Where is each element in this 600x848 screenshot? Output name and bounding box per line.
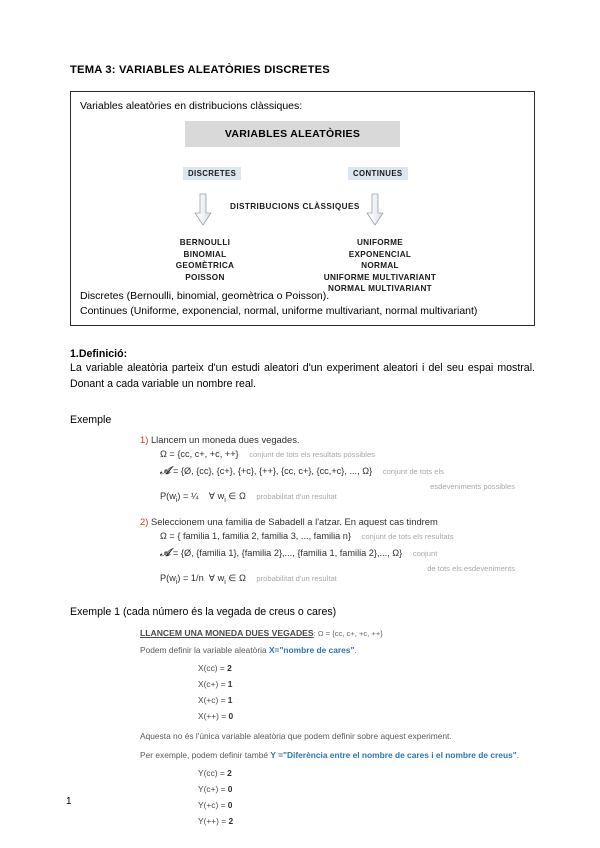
list-item [198,784,535,794]
sigma-algebra-expr: = {Ø, {cc}, {c+}, {+c}, {++}, {cc, c+}, {cc,+c}, ..., Ω} [172,466,373,476]
list-item: NORMAL MULTIVARIANT [328,284,432,294]
exemple-item-title [140,434,535,445]
sigma-algebra-expr: = {Ø, {familia 1}, {familia 2},..., {familia 1, familia 2},..., Ω} [172,547,403,558]
frame-lead-text: Variables aleatòries en distribucions clàssiques: [80,100,303,112]
exemple1-omega: : Ω = {cc, c+, +c, ++} [313,628,383,638]
sample-space-expr: Ω = {cc, c+, +c, ++} [160,449,239,459]
diagram-branch-discretes: DISCRETES [183,167,241,180]
y-value-number: 0 [227,783,233,794]
define-y-name: Y ="Diferència entre el nombre de cares i el nombre de creus" [270,749,517,760]
list-item: BINOMIAL [183,249,227,259]
frame-tail-line-2: Continues (Uniforme, exponencial, normal, uniforme multivariant, normal multivariant) [80,305,478,317]
diagram-center-label: DISTRIBUCIONS CLÀSSIQUES [230,202,360,211]
sample-space-expr: Ω = { familia 1, familia 2, familia 3, ..., familia n} [160,530,351,541]
x-value-label: X(c+) = [198,678,226,689]
page-content [70,64,535,832]
list-item: EXPONENCIAL [348,249,412,259]
probability-note: probabilitat d'un resultat [256,573,337,583]
define-y-prefix: Per exemple, podem definir també [140,749,271,760]
classical-distributions-diagram [80,119,525,294]
list-item [198,800,535,810]
y-value-label: Y(++) = [198,815,227,826]
continuous-distribution-list [285,237,475,295]
definition-body: La variable aleatòria parteix d'un estudi aleatori d'un experiment aleatori i del seu espai mostral. Donant a cada variable un nombre real. [70,362,535,390]
list-item: BERNOULLI [179,238,231,247]
sample-space-line [160,531,535,541]
exemple-item-number: 2) [140,515,149,527]
x-value-number: 0 [228,710,234,721]
define-y-text [140,749,535,761]
sample-space-note: conjunt de tots els resultats possibles [249,450,375,459]
script-a-symbol: 𝒜 [160,545,171,559]
list-item [198,663,535,673]
list-item [198,711,535,721]
exemple1-block [140,628,535,826]
sigma-algebra-note-2: esdeveniments possibles [430,482,515,491]
sigma-algebra-note: conjunt de tots els [382,467,444,476]
y-values-list [198,768,535,826]
x-value-number: 1 [227,678,233,689]
diagram-root-node: VARIABLES ALEATÒRIES [185,121,400,147]
probability-expr: $P(w_i) = 1/n$ ∀ $w_i$ ∈ Ω [160,572,246,586]
x-value-label: X(cc) = [198,662,225,673]
define-x-text [140,644,535,656]
sample-space-line [160,449,535,459]
list-item: GEOMÈTRICA [175,261,235,271]
list-item: POISSON [185,272,225,282]
y-value-label: Y(c+) = [198,783,226,794]
x-value-number: 2 [227,662,232,673]
list-item: UNIFORME [356,238,404,247]
sigma-algebra-note-2: de tots els esdeveniments [427,563,515,573]
sigma-algebra-line [160,546,535,560]
probability-line [160,491,535,504]
probability-expr: $P(w_i)$ = ¼ ∀ $w_i$ ∈ Ω [160,491,246,504]
list-item: UNIFORME MULTIVARIANT [323,272,437,282]
page-title: TEMA 3: VARIABLES ALEATÒRIES DISCRETES [70,64,330,76]
probability-line [160,573,535,586]
define-x-suffix: . [354,644,357,655]
down-arrow-icon [366,193,384,227]
exemple-item-text: Llancem un moneda dues vegades. [150,434,300,445]
y-value-number: 0 [227,799,233,810]
y-value-number: 2 [227,767,232,778]
exemple-item-title [140,516,535,527]
definition-heading: 1.Definició: [70,348,128,360]
exemple1-subtitle-underlined: LLANCEM UNA MONEDA DUES VEGADES [140,627,314,638]
list-item [198,695,535,705]
list-item [198,679,535,689]
frame-tail-line-1: Discretes (Bernoulli, binomial, geomètrica o Poisson). [80,290,330,302]
y-value-label: Y(+c) = [198,799,226,810]
sample-space-note: conjunt de tots els resultats [361,531,454,541]
sigma-algebra-line [160,464,535,478]
note-not-only-variable: Aquesta no és l'única variable aleatòria que podem definir sobre aquest experiment. [140,730,452,741]
sigma-algebra-note: conjunt [412,548,438,558]
diagram-branch-continues: CONTINUES [348,167,408,180]
diagram-frame [70,91,535,326]
page-number: 1 [66,796,72,807]
exemple-item-1 [140,434,535,504]
discrete-distribution-list [140,237,270,283]
y-value-label: Y(cc) = [198,767,225,778]
x-values-list [198,663,535,721]
exemple1-subtitle [140,628,535,638]
y-value-number: 2 [228,815,234,826]
exemple-item-2 [140,516,535,586]
exemple-item-text: Seleccionem una familia de Sabadell a l'atzar. En aquest cas tindrem [150,515,438,527]
exemple-heading: Exemple [70,414,112,426]
exemple1-heading: Exemple 1 (cada número és la vegada de creus o cares) [70,605,337,618]
list-item [198,768,535,778]
define-y-suffix: . [516,749,520,760]
x-value-label: X(+c) = [198,694,226,705]
exemple-item-number: 1) [140,434,149,445]
x-value-label: X(++) = [198,710,227,721]
probability-note: probabilitat d'un resultat [256,492,337,501]
down-arrow-icon [194,193,212,227]
list-item: NORMAL [361,261,399,271]
define-x-prefix: Podem definir la variable aleatòria [140,644,269,655]
x-value-number: 1 [227,694,233,705]
define-x-name: X="nombre de cares" [268,644,355,655]
list-item [198,816,535,826]
script-a-symbol: 𝒜 [160,464,171,477]
